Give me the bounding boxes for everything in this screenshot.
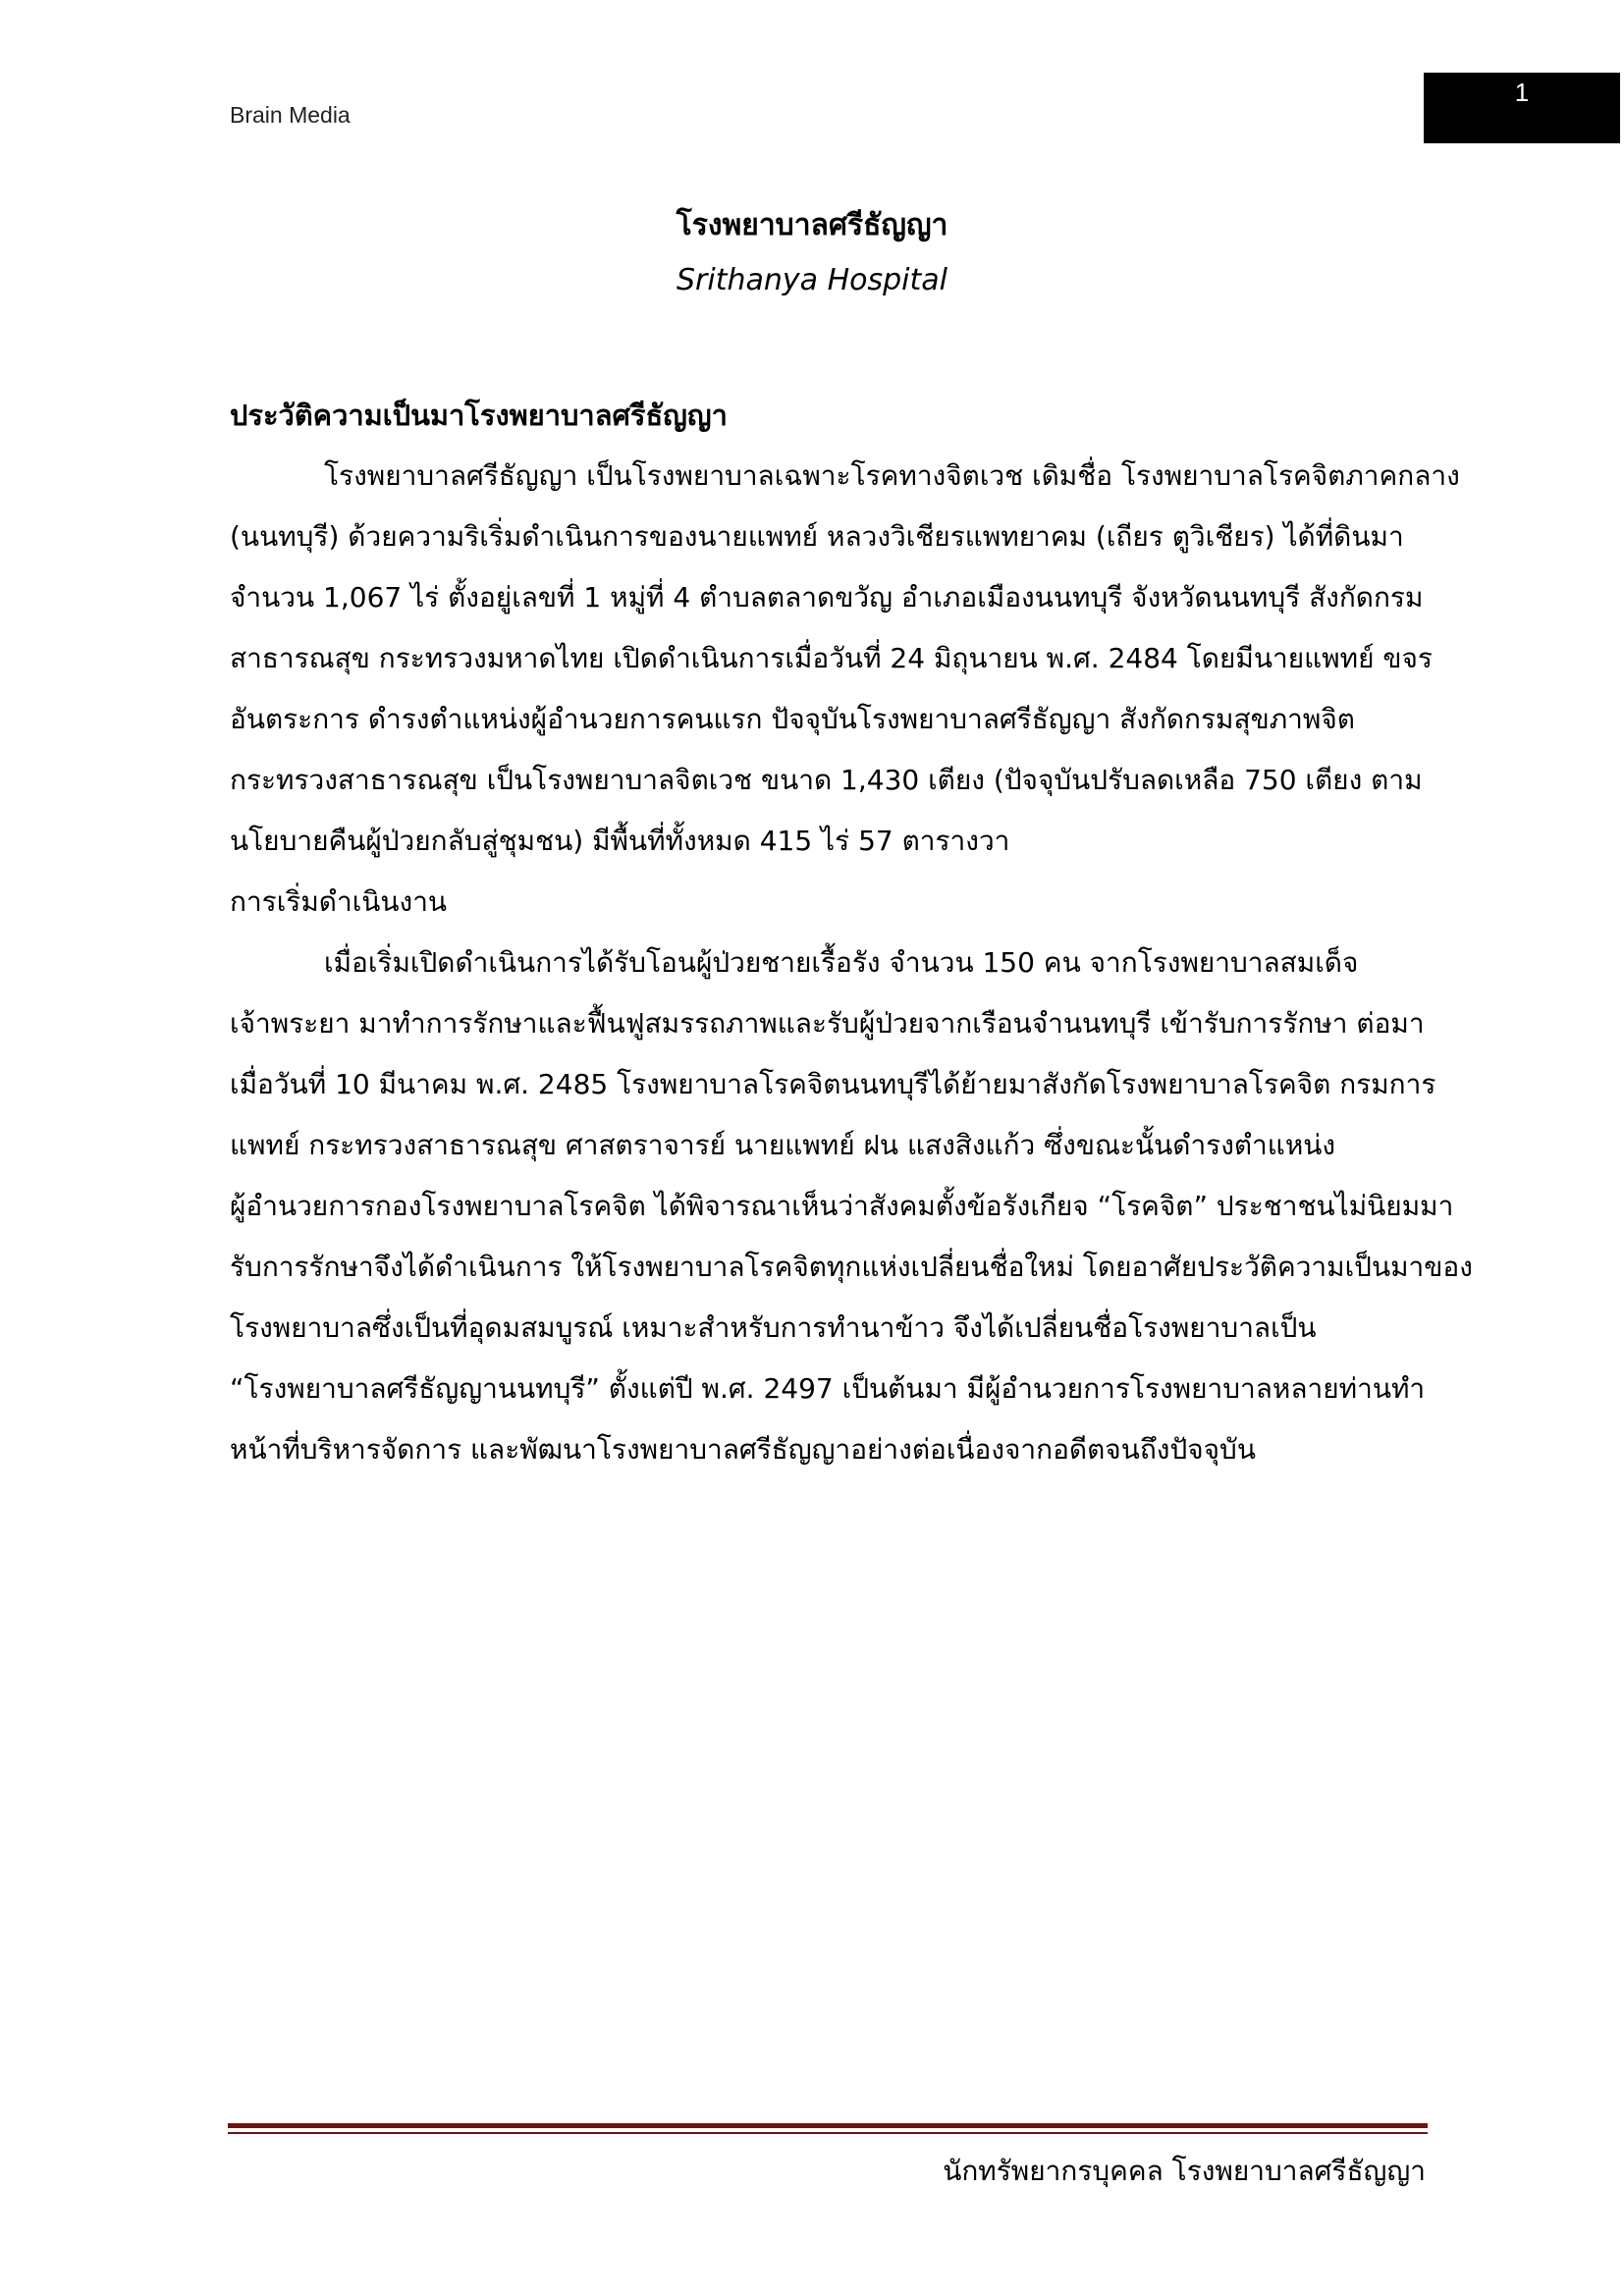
- paragraph-line: โรงพยาบาลศรีธัญญา เป็นโรงพยาบาลเฉพาะโรคทางจิตเวช เดิมชื่อ โรงพยาบาลโรคจิตภาคกลาง: [324, 459, 1460, 492]
- paragraph-line: “โรงพยาบาลศรีธัญญานนทบุรี” ตั้งแต่ปี พ.ศ. 2497 เป็นต้นมา มีผู้อำนวยการโรงพยาบาลหลายท่านทำ: [230, 1372, 1426, 1405]
- paragraph-line: (นนทบุรี) ด้วยความริเริ่มดำเนินการของนายแพทย์ หลวงวิเชียรแพทยาคม (เถียร ตูวิเชียร) ได้ที่ดินมา: [230, 520, 1404, 553]
- footer-rule-secondary: [228, 2132, 1428, 2134]
- section-heading-start: การเริ่มดำเนินงาน: [230, 885, 448, 918]
- section-heading-history: ประวัติความเป็นมาโรงพยาบาลศรีธัญญา: [230, 399, 728, 432]
- paragraph-line: โรงพยาบาลซึ่งเป็นที่อุดมสมบูรณ์ เหมาะสำหรับการทำนาข้าว จึงได้เปลี่ยนชื่อโรงพยาบาลเป็น: [230, 1311, 1317, 1344]
- paragraph-line: กระทรวงสาธารณสุข เป็นโรงพยาบาลจิตเวช ขนาด 1,430 เตียง (ปัจจุบันปรับลดเหลือ 750 เตียง ตาม: [230, 764, 1423, 796]
- paragraph-line: นโยบายคืนผู้ป่วยกลับสู่ชุมชน) มีพื้นที่ทั้งหมด 415 ไร่ 57 ตารางวา: [230, 825, 1010, 857]
- paragraph-line: เมื่อวันที่ 10 มีนาคม พ.ศ. 2485 โรงพยาบาลโรคจิตนนทบุรีได้ย้ายมาสังกัดโรงพยาบาลโรคจิต กรมการ: [230, 1068, 1436, 1100]
- paragraph-line: สาธารณสุข กระทรวงมหาดไทย เปิดดำเนินการเมื่อวันที่ 24 มิถุนายน พ.ศ. 2484 โดยมีนายแพทย์ ขจร: [230, 642, 1433, 674]
- paragraph-line: เมื่อเริ่มเปิดดำเนินการได้รับโอนผู้ป่วยชายเรื้อรัง จำนวน 150 คน จากโรงพยาบาลสมเด็จ: [324, 946, 1359, 979]
- paragraph-line: ผู้อำนวยการกองโรงพยาบาลโรคจิต ได้พิจารณาเห็นว่าสังคมตั้งข้อรังเกียจ “โรคจิต” ประชาชนไม่นิยมมา: [230, 1190, 1454, 1222]
- footer-text: นักทรัพยากรบุคคล โรงพยาบาลศรีธัญญา: [943, 2155, 1426, 2187]
- paragraph-line: รับการรักษาจึงได้ดำเนินการ ให้โรงพยาบาลโรคจิตทุกแห่งเปลี่ยนชื่อใหม่ โดยอาศัยประวัติความเป็นมาของ: [230, 1251, 1473, 1283]
- paragraph-line: เจ้าพระยา มาทำการรักษาและฟื้นฟูสมรรถภาพและรับผู้ป่วยจากเรือนจำนนทบุรี เข้ารับการรักษา ต่อมา: [230, 1007, 1425, 1040]
- document-body: [230, 385, 1473, 1480]
- footer-rule: [228, 2123, 1428, 2128]
- document-title-english: Srithanya Hospital: [677, 263, 947, 297]
- paragraph-line: จำนวน 1,067 ไร่ ตั้งอยู่เลขที่ 1 หมู่ที่ 4 ตำบลตลาดขวัญ อำเภอเมืองนนทบุรี จังหวัดนนทบุรี สังกัดกรม: [230, 581, 1424, 614]
- document-title-thai: โรงพยาบาลศรีธัญญา: [676, 208, 948, 242]
- paragraph-line: แพทย์ กระทรวงสาธารณสุข ศาสตราจารย์ นายแพทย์ ฝน แสงสิงแก้ว ซึ่งขณะนั้นดำรงตำแหน่ง: [230, 1129, 1336, 1161]
- paragraph-line: หน้าที่บริหารจัดการ และพัฒนาโรงพยาบาลศรีธัญญาอย่างต่อเนื่องจากอดีตจนถึงปัจจุบัน: [230, 1433, 1256, 1466]
- page-number-box: [1424, 73, 1620, 143]
- paragraph-line: อันตระการ ดำรงตำแหน่งผู้อำนวยการคนแรก ปัจจุบันโรงพยาบาลศรีธัญญา สังกัดกรมสุขภาพจิต: [230, 703, 1355, 735]
- header-brand-text: Brain Media: [230, 102, 351, 128]
- page-number: 1: [1514, 78, 1530, 107]
